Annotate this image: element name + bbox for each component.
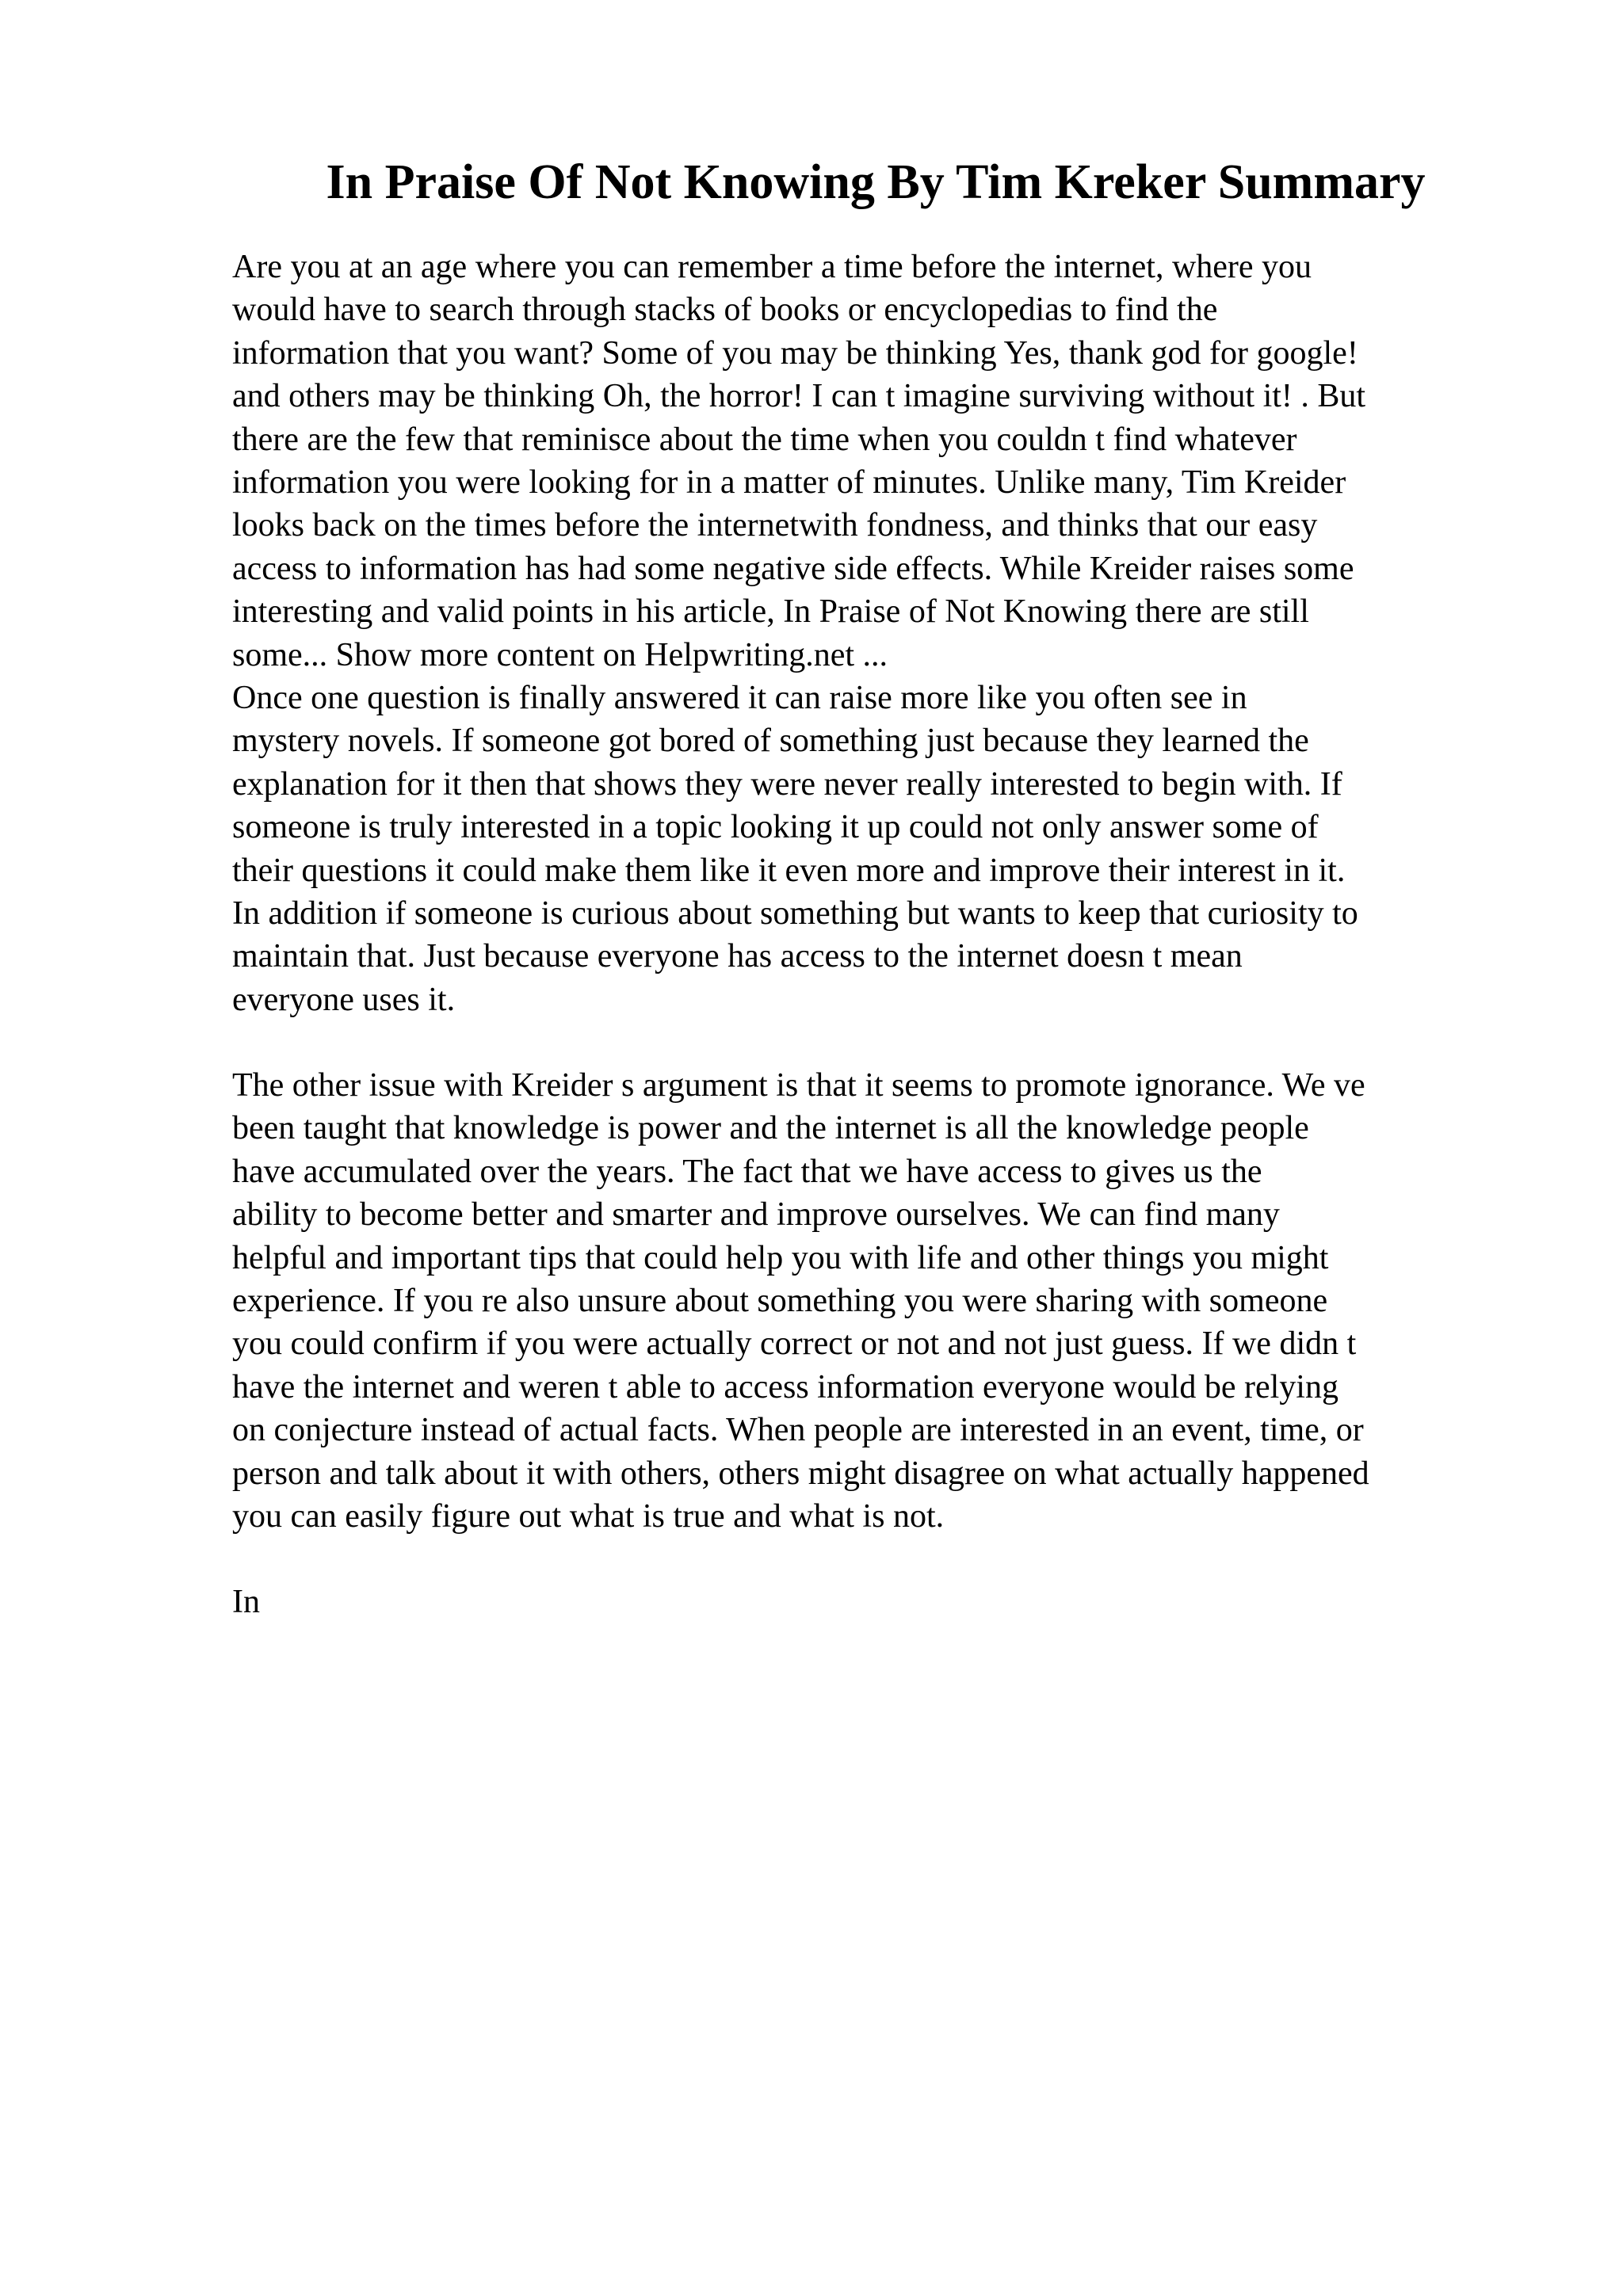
paragraph-line: experience. If you re also unsure about something you were sharing with someone (232, 1283, 1328, 1320)
paragraph-line: ability to become better and smarter and improve ourselves. We can find many (232, 1196, 1280, 1234)
paragraph-line: information you were looking for in a matter of minutes. Unlike many, Tim Kreider (232, 464, 1346, 502)
paragraph-3 (232, 1064, 1510, 1538)
paragraph-1 (232, 246, 1510, 677)
paragraph-line: some... Show more content on Helpwriting.net ... (232, 636, 888, 673)
paragraph-line: helpful and important tips that could help you with life and other things you might (232, 1239, 1329, 1276)
paragraph-line: In addition if someone is curious about something but wants to keep that curiosity to (232, 895, 1358, 933)
paragraph-line: mystery novels. If someone got bored of something just because they learned the (232, 723, 1309, 760)
paragraph-line: would have to search through stacks of books or encyclopedias to find the (232, 292, 1218, 329)
paragraph-line: person and talk about it with others, others might disagree on what actually happened (232, 1455, 1369, 1492)
paragraph-line: on conjecture instead of actual facts. When people are interested in an event, time, or (232, 1412, 1364, 1449)
paragraph-line: someone is truly interested in a topic looking it up could not only answer some of (232, 809, 1319, 846)
paragraph-line: explanation for it then that shows they were never really interested to begin with. If (232, 765, 1342, 803)
paragraph-line: and others may be thinking Oh, the horror! I can t imagine surviving without it! . But (232, 378, 1366, 415)
paragraph-line: you could confirm if you were actually correct or not and not just guess. If we didn t (232, 1325, 1357, 1363)
paragraph-line: maintain that. Just because everyone has access to the internet doesn t mean (232, 938, 1243, 975)
paragraph-line: information that you want? Some of you may be thinking Yes, thank god for google! (232, 334, 1358, 372)
paragraph-line: have accumulated over the years. The fact that we have access to gives us the (232, 1153, 1262, 1190)
paragraph-line: The other issue with Kreider s argument is that it seems to promote ignorance. We ve (232, 1067, 1365, 1104)
paragraph-line: you can easily figure out what is true and what is not. (232, 1498, 945, 1535)
paragraph-line: access to information has had some negative side effects. While Kreider raises some (232, 550, 1354, 587)
paragraph-4 (232, 1581, 1510, 1623)
paragraph-line: their questions it could make them like it even more and improve their interest in it. (232, 852, 1346, 889)
paragraph-line: interesting and valid points in his article, In Praise of Not Knowing there are still (232, 593, 1309, 631)
page-title: In Praise Of Not Knowing By Tim Kreker Summary (326, 155, 1426, 209)
paragraph-line: there are the few that reminisce about the time when you couldn t find whatever (232, 421, 1297, 458)
paragraph-line: In (232, 1584, 260, 1620)
paragraph-2 (232, 677, 1510, 1021)
paragraph-line: have the internet and weren t able to access information everyone would be relying (232, 1368, 1338, 1405)
paragraph-line: been taught that knowledge is power and the internet is all the knowledge people (232, 1110, 1309, 1147)
paragraph-line: Are you at an age where you can remember a time before the internet, where you (232, 249, 1312, 285)
paragraph-line: Once one question is finally answered it can raise more like you often see in (232, 680, 1247, 716)
paragraph-line: looks back on the times before the internetwith fondness, and thinks that our easy (232, 507, 1318, 544)
paragraph-line: everyone uses it. (232, 981, 456, 1018)
